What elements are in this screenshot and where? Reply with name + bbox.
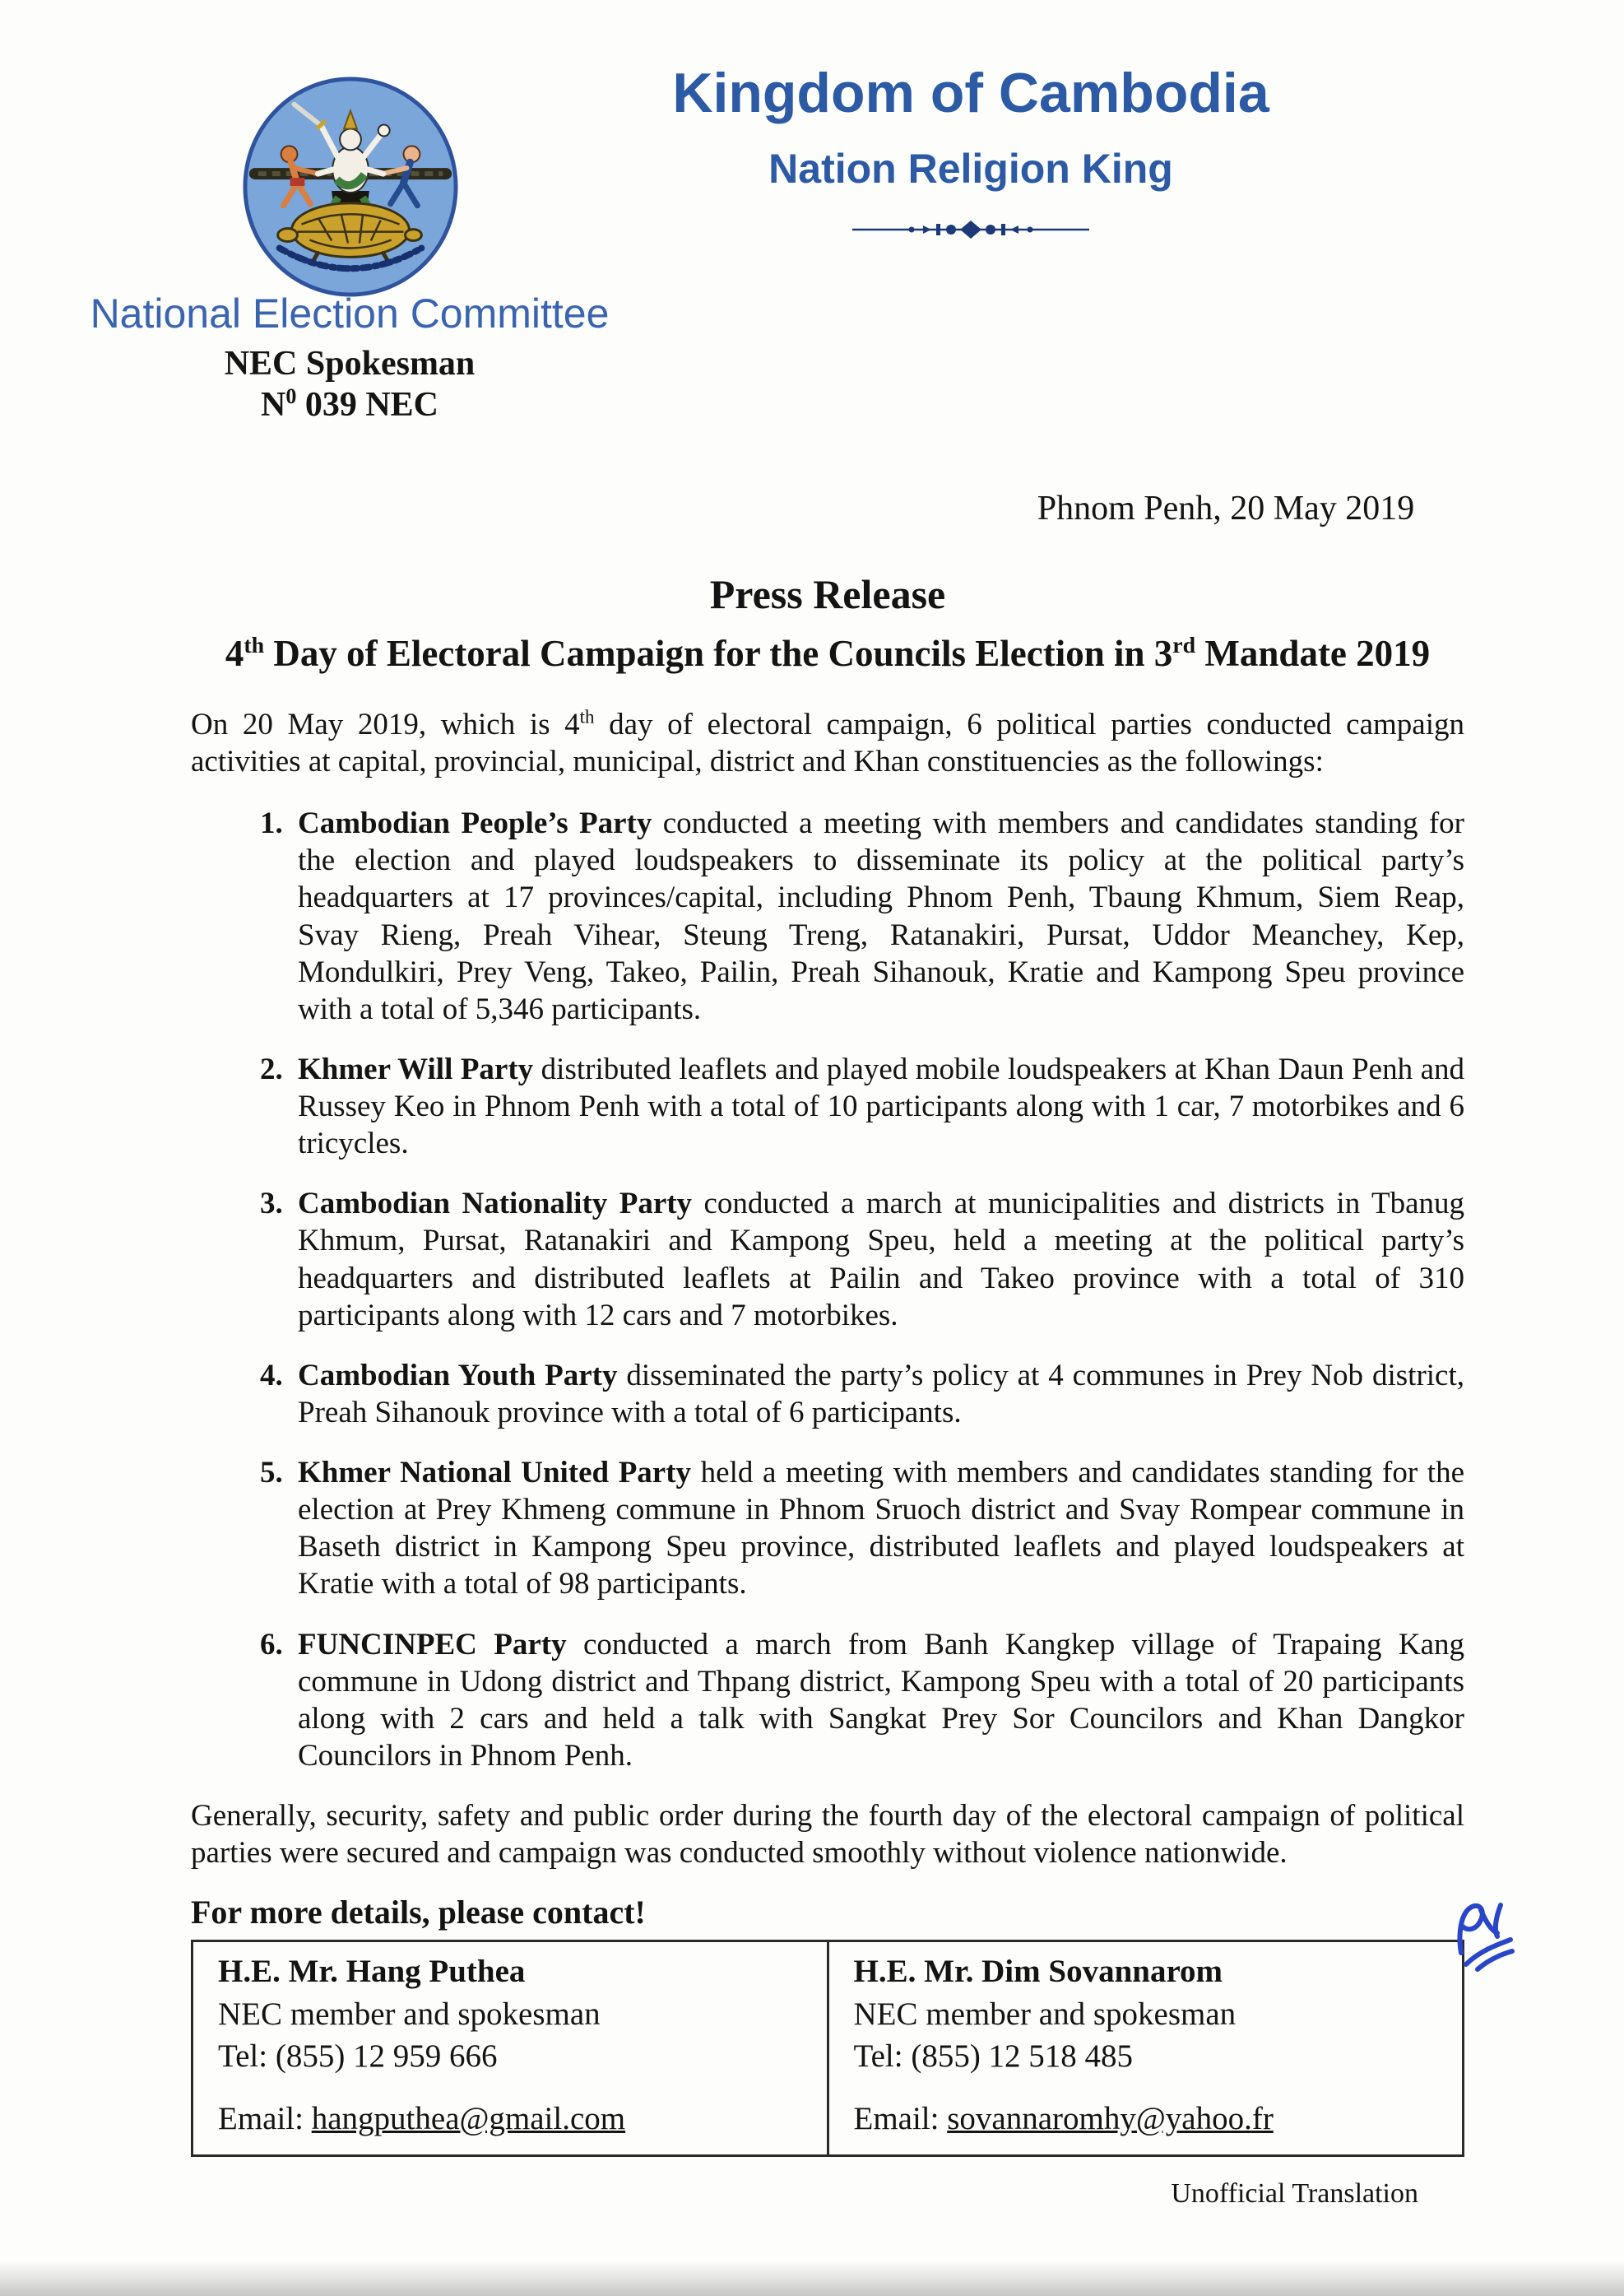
- contact-card: [828, 1941, 1464, 2156]
- doc-number-sup: 0: [285, 384, 297, 408]
- document-number: [78, 385, 621, 425]
- press-release-subtitle: [191, 631, 1464, 676]
- party-item-text: conducted a march from Banh Kangkep village of Trapaing Kang commune in Udong district and Thpang district, Kampong Speu with a total of 20 participants along with 2 cars and held a talk with Sangkat Prey Sor Councilors and Khan Dangkor Councilors in Phnom Penh.: [298, 1627, 1464, 1773]
- footer-note: Unofficial Translation: [1171, 2178, 1418, 2210]
- party-item: [260, 1454, 1464, 1603]
- party-item-name: Cambodian Youth Party: [298, 1358, 618, 1392]
- party-item-number: 5.: [260, 1456, 283, 1490]
- party-item-name: FUNCINPEC Party: [298, 1627, 567, 1662]
- contact-email: [218, 2099, 807, 2139]
- party-item: [260, 1185, 1464, 1334]
- email-address: sovannaromhy@yahoo.fr: [947, 2100, 1274, 2136]
- party-item-text: conducted a meeting with members and candidates standing for the election and played loudspeakers to disseminate its policy at the political party’s headquarters at 17 provinces/capital, including Phnom Penh, Tbaung Khmum, Siem Reap, Svay Rieng, Preah Vihear, Steung Treng, Ratanakiri, Pursat, Uddor Meanchey, Kep, Mondulkiri, Prey Veng, Takeo, Pailin, Preah Sihanouk, Kratie and Kampong Speu province with a total of 5,346 participants.: [298, 806, 1464, 1026]
- party-item: [260, 805, 1464, 1028]
- closing-paragraph: Generally, security, safety and public order during the fourth day of the electoral campaign of political parties were secured and campaign was conducted smoothly without violence nationwide.: [191, 1799, 1464, 1871]
- party-item-text: distributed leaflets and played mobile loudspeakers at Khan Daun Penh and Russey Keo in Phnom Penh with a total of 10 participants along with 1 car, 7 motorbikes and 6 tricycles.: [298, 1052, 1465, 1161]
- contact-table-wrap: [191, 1940, 1464, 2157]
- party-item-text: disseminated the party’s policy at 4 communes in Prey Nob district, Preah Sihanouk province with a total of 6 participants.: [298, 1358, 1464, 1429]
- press-release-body: [191, 569, 1464, 2211]
- party-item-text: held a meeting with members and candidates standing for the election at Prey Khmeng commune in Phnom Sruoch district and Svay Rompear commune in Baseth district in Kampong Speu province, distributed leaflets and played loudspeakers at Kratie with a total of 98 participants.: [298, 1456, 1464, 1601]
- nec-emblem-icon: [240, 74, 461, 300]
- scan-edge: [0, 2261, 1624, 2296]
- party-item-number: 2.: [260, 1052, 283, 1086]
- party-item-number: 1.: [260, 806, 283, 841]
- contact-heading: For more details, please contact!: [191, 1894, 646, 1931]
- intro-sup: th: [579, 706, 595, 727]
- kingdom-title: Kingdom of Cambodia: [672, 62, 1269, 124]
- subtitle-sup: rd: [1172, 633, 1196, 658]
- party-item-name: Cambodian People’s Party: [298, 806, 652, 841]
- party-item: [260, 1051, 1465, 1162]
- contact-role: NEC member and spokesman: [853, 1996, 1237, 2032]
- subtitle-part: Mandate 2019: [1195, 633, 1431, 674]
- press-release-title: Press Release: [709, 571, 946, 617]
- spokesman-label: NEC Spokesman: [224, 345, 476, 383]
- ink-initials-icon: [1450, 1894, 1525, 1986]
- ornament-divider-icon: [847, 217, 1094, 242]
- contact-table: [191, 1940, 1464, 2157]
- contact-tel: Tel: (855) 12 959 666: [218, 2038, 498, 2075]
- party-item: [260, 1357, 1464, 1431]
- party-item-name: Khmer National United Party: [298, 1456, 692, 1490]
- contact-name: H.E. Mr. Hang Puthea: [218, 1954, 526, 1990]
- committee-name: National Election Committee: [90, 290, 610, 337]
- doc-number-rest: 039 NEC: [296, 386, 439, 424]
- subtitle-part: Day of Electoral Campaign for the Councils Election in 3: [264, 633, 1173, 674]
- email-address: hangputhea@gmail.com: [311, 2100, 626, 2136]
- subtitle-part: 4: [225, 633, 244, 674]
- dateline: Phnom Penh, 20 May 2019: [1037, 490, 1415, 528]
- national-motto: Nation Religion King: [768, 146, 1173, 192]
- contact-card: [193, 1941, 828, 2156]
- party-item-name: Khmer Will Party: [298, 1052, 534, 1086]
- contact-tel: Tel: (855) 12 518 485: [853, 2038, 1134, 2075]
- party-item-text: conducted a march at municipalities and districts in Tbanug Khmum, Pursat, Ratanakiri and Kampong Speu, held a meeting at the political party’s headquarters and distributed leaflets at Pailin and Takeo province with a total of 310 participants along with 12 cars and 7 motorbikes.: [298, 1187, 1464, 1332]
- party-item-number: 6.: [260, 1627, 283, 1662]
- intro-paragraph: [191, 706, 1464, 780]
- party-item-number: 4.: [260, 1358, 283, 1392]
- contact-role: NEC member and spokesman: [218, 1996, 601, 2032]
- party-item: [260, 1626, 1464, 1775]
- email-label: Email:: [218, 2100, 312, 2136]
- party-item-name: Cambodian Nationality Party: [298, 1187, 693, 1221]
- doc-number-n: N: [260, 386, 286, 424]
- email-label: Email:: [853, 2100, 948, 2136]
- subtitle-sup: th: [244, 633, 265, 658]
- party-item-number: 3.: [260, 1187, 283, 1221]
- contact-email: [854, 2099, 1443, 2139]
- intro-part: On 20 May 2019, which is 4: [191, 707, 580, 741]
- intro-part: day of electoral campaign, 6 political parties conducted campaign activities at capital, provincial, municipal, district and Khan constituencies as the followings:: [191, 707, 1464, 779]
- contact-name: H.E. Mr. Dim Sovannarom: [853, 1954, 1223, 1990]
